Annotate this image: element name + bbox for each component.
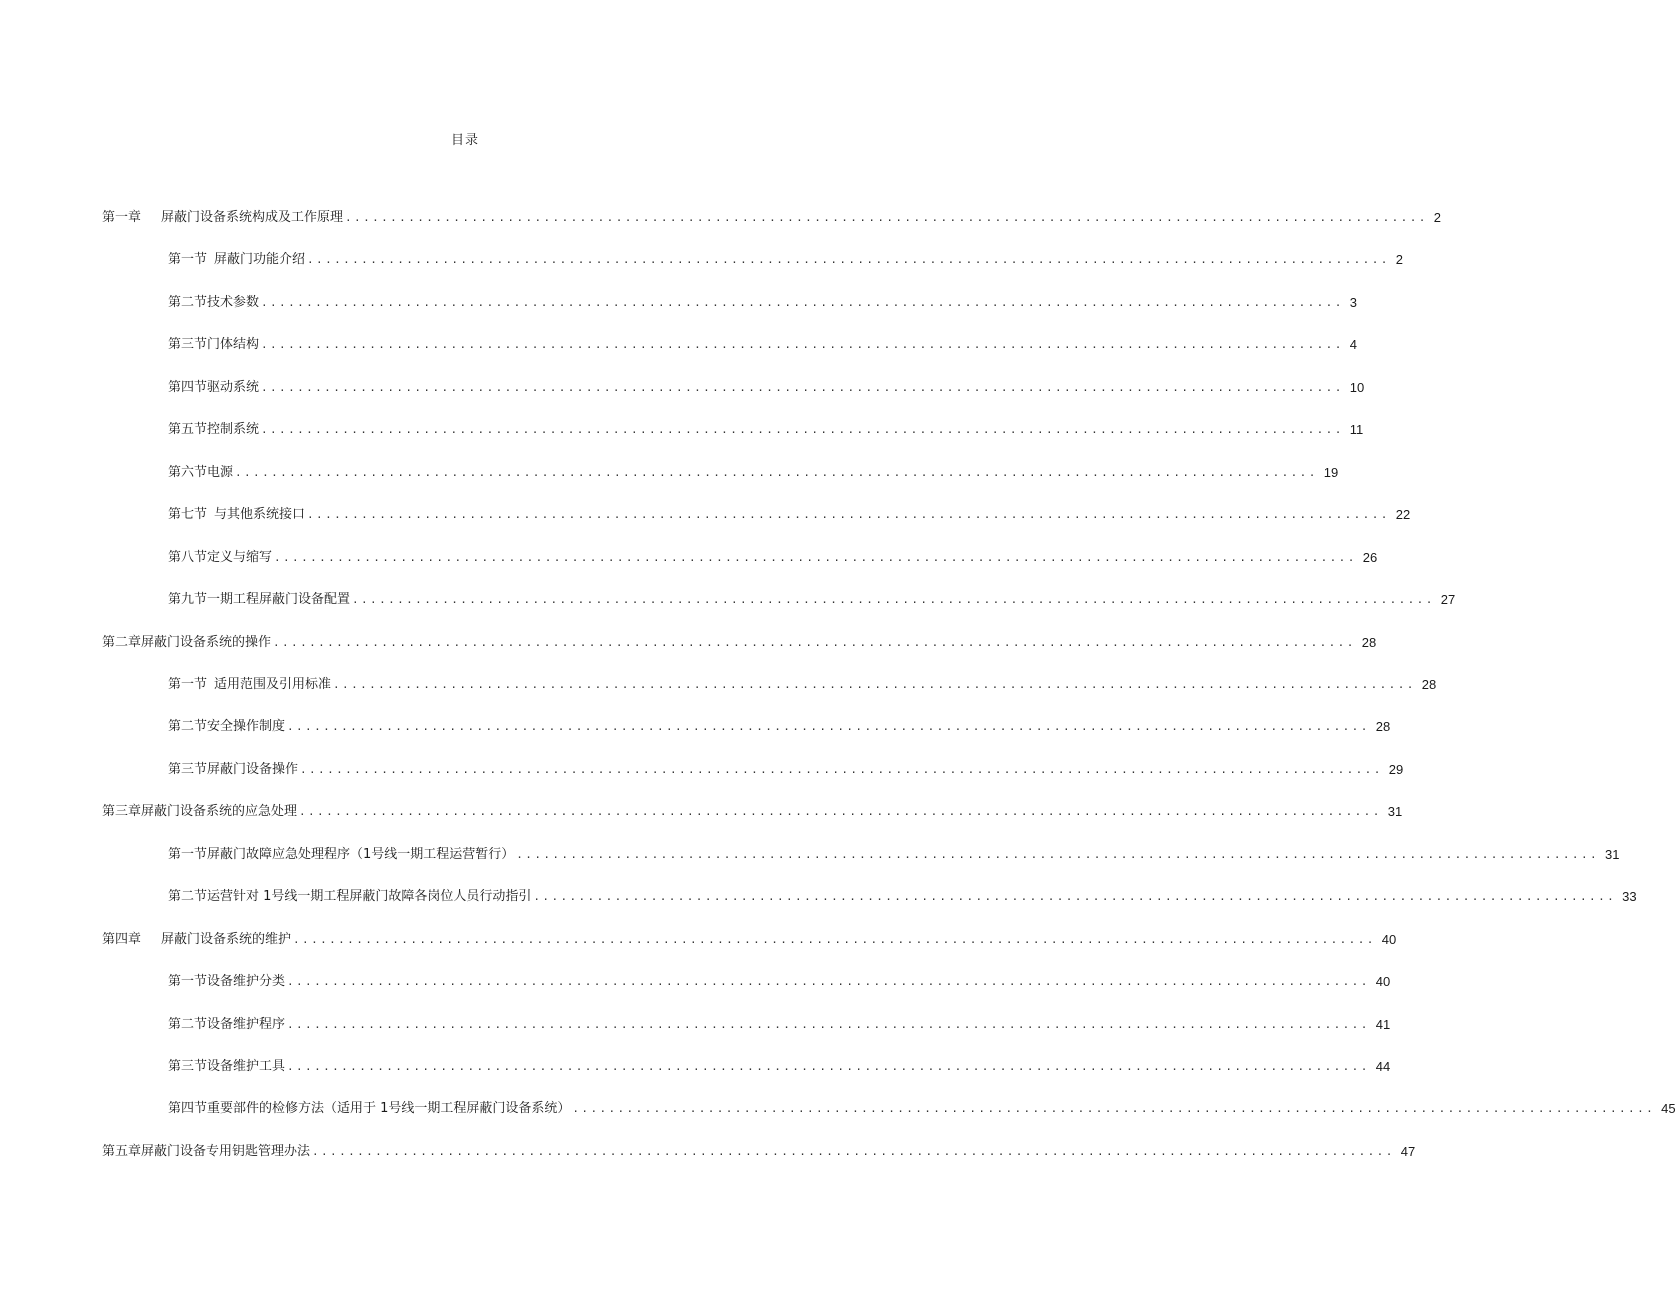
toc-entry-label [168,972,285,992]
toc-entry-prefix: 第一节 [168,677,208,692]
toc-entry-label [168,378,259,398]
toc-page-number: 44 [1375,1059,1391,1074]
toc-entry-text: 第二节设备维护程序 [168,1017,286,1032]
toc-page-number: 19 [1323,465,1339,480]
toc-entry-label [102,930,291,950]
toc-entry[interactable] [168,972,1391,992]
toc-entry-text: 第五章屏蔽门设备专用钥匙管理办法 [102,1144,311,1159]
toc-page-number: 31 [1605,847,1620,862]
toc-leader-dots: ........................................................................................................................ [287,1018,1370,1031]
toc-entry-label [102,208,343,228]
toc-leader-dots: ........................................................................................................................ [293,933,1376,946]
toc-entry[interactable] [168,505,1411,525]
toc-entry-text: 第二节运营针对 1号线一期工程屏蔽门故障各岗位人员行动指引 [168,889,532,904]
toc-entry[interactable] [168,335,1357,355]
toc-entry-label [168,590,350,610]
toc-leader-dots: ........................................................................................................................ [261,423,1344,436]
toc-leader-dots: ........................................................................................................................ [333,678,1416,691]
toc-entry-text: 第四节驱动系统 [168,380,260,395]
toc-entry-text: 第三节门体结构 [168,337,260,352]
toc-page-number: 27 [1440,592,1456,607]
toc-entry-label [168,250,305,270]
toc-entry-text: 第三节屏蔽门设备操作 [168,762,299,777]
toc-page-number: 3 [1349,295,1357,310]
toc-page-number: 28 [1375,719,1391,734]
toc-leader-dots: ........................................................................................................................ [312,1145,1395,1158]
toc-entry-text: 第三节设备维护工具 [168,1059,286,1074]
toc-page-number: 2 [1433,210,1441,225]
toc-leader-dots: ........................................................................................................................ [345,211,1428,224]
toc-leader-dots: ........................................................................................................................ [261,381,1344,394]
toc-page-number: 10 [1349,380,1365,395]
toc-entry-prefix: 第四章 [102,932,142,947]
toc-entry[interactable] [168,675,1437,695]
toc-entry[interactable] [168,463,1339,483]
toc-leader-dots: ........................................................................................................................ [352,593,1435,606]
toc-entry[interactable] [168,420,1364,440]
toc-page-number: 33 [1622,889,1637,904]
toc-leader-dots: ........................................................................................................................ [273,636,1356,649]
toc-page-number: 29 [1388,762,1404,777]
toc-entry-label [168,1015,285,1035]
toc-entry-label [168,548,272,568]
toc-leader-dots: ........................................................................................................................ [287,975,1370,988]
toc-entry[interactable] [168,293,1357,313]
toc-entry-text: 适用范围及引用标准 [214,677,332,692]
toc-entry[interactable] [168,887,1637,907]
toc-entry-text: 第二节安全操作制度 [168,719,286,734]
toc-entry[interactable] [168,1099,1676,1119]
toc-entry[interactable] [168,590,1456,610]
toc-page-number: 45 [1661,1101,1676,1116]
toc-leader-dots: ........................................................................................................................ [274,551,1357,564]
toc-leader-dots: ........................................................................................................................ [572,1102,1656,1115]
toc-entry-label [168,760,298,780]
toc-page-number: 47 [1400,1144,1416,1159]
toc-leader-dots: ........................................................................................................................ [261,338,1344,351]
toc-entry[interactable] [168,250,1403,270]
toc-entry[interactable] [168,1015,1391,1035]
toc-entry-text: 屏蔽门设备系统的维护 [161,932,292,947]
toc-entry-label [168,335,259,355]
toc-page-number: 31 [1387,804,1403,819]
toc-entry[interactable] [102,930,1397,950]
toc-entry-label [168,845,514,865]
toc-leader-dots: ........................................................................................................................ [261,296,1344,309]
toc-entry-text: 第八节定义与缩写 [168,550,273,565]
toc-entry[interactable] [168,760,1404,780]
toc-entry-text: 屏蔽门设备系统构成及工作原理 [161,210,344,225]
toc-entry-label [102,802,297,822]
toc-leader-dots: ........................................................................................................................ [299,805,1382,818]
toc-page-number: 22 [1395,507,1411,522]
toc-entry[interactable] [102,208,1441,228]
toc-page-number: 28 [1361,635,1377,650]
toc-leader-dots: ........................................................................................................................ [287,1060,1370,1073]
toc-page-number: 4 [1349,337,1357,352]
toc-entry-label [168,1057,285,1077]
toc-entry-text: 第四节重要部件的检修方法（适用于 1号线一期工程屏蔽门设备系统） [168,1101,571,1116]
toc-entry-text: 第六节电源 [168,465,234,480]
toc-entry-text: 第一节屏蔽门故障应急处理程序（1号线一期工程运营暂行） [168,847,515,862]
toc-page-number: 40 [1375,974,1391,989]
toc-entry-text: 第九节一期工程屏蔽门设备配置 [168,592,351,607]
toc-entry-text: 第三章屏蔽门设备系统的应急处理 [102,804,298,819]
toc-entry[interactable] [168,1057,1391,1077]
toc-page-number: 2 [1395,252,1403,267]
toc-entry-prefix: 第七节 [168,507,208,522]
toc-entry-label [168,505,305,525]
toc-leader-dots: ........................................................................................................................ [307,508,1390,521]
toc-entry-label [102,1142,310,1162]
toc-entry-label [102,633,271,653]
toc-entry-text: 与其他系统接口 [214,507,306,522]
toc-page-number: 41 [1375,1017,1391,1032]
toc-leader-dots: ........................................................................................................................ [533,890,1617,903]
toc-entry[interactable] [102,802,1403,822]
toc-page-number: 26 [1362,550,1378,565]
toc-entry-label [168,420,259,440]
toc-entry-label [168,1099,570,1119]
toc-entry[interactable] [168,717,1391,737]
toc-entry[interactable] [168,845,1620,865]
toc-entry[interactable] [102,633,1377,653]
toc-entry-label [168,887,531,907]
toc-entry-label [168,717,285,737]
toc-entry-prefix: 第一章 [102,210,142,225]
toc-page-number: 28 [1421,677,1437,692]
toc-page-number: 40 [1381,932,1397,947]
toc-entry[interactable] [102,1142,1416,1162]
toc-leader-dots: ........................................................................................................................ [300,763,1383,776]
toc-title: 目录 [450,133,479,148]
toc-entry-text: 第二章屏蔽门设备系统的操作 [102,635,272,650]
toc-entry[interactable] [168,378,1365,398]
toc-entry-text: 第二节技术参数 [168,295,260,310]
toc-entry-label [168,675,331,695]
toc-page-number: 11 [1349,422,1364,437]
toc-leader-dots: ........................................................................................................................ [235,466,1318,479]
toc-entry-label [168,463,233,483]
toc-entry-text: 屏蔽门功能介绍 [214,252,306,267]
toc-entry-text: 第一节设备维护分类 [168,974,286,989]
toc-entry[interactable] [168,548,1378,568]
toc-entry-text: 第五节控制系统 [168,422,260,437]
toc-entry-prefix: 第一节 [168,252,208,267]
toc-leader-dots: ........................................................................................................................ [516,848,1599,861]
toc-entry-label [168,293,259,313]
toc-leader-dots: ........................................................................................................................ [287,720,1370,733]
toc-leader-dots: ........................................................................................................................ [307,253,1390,266]
